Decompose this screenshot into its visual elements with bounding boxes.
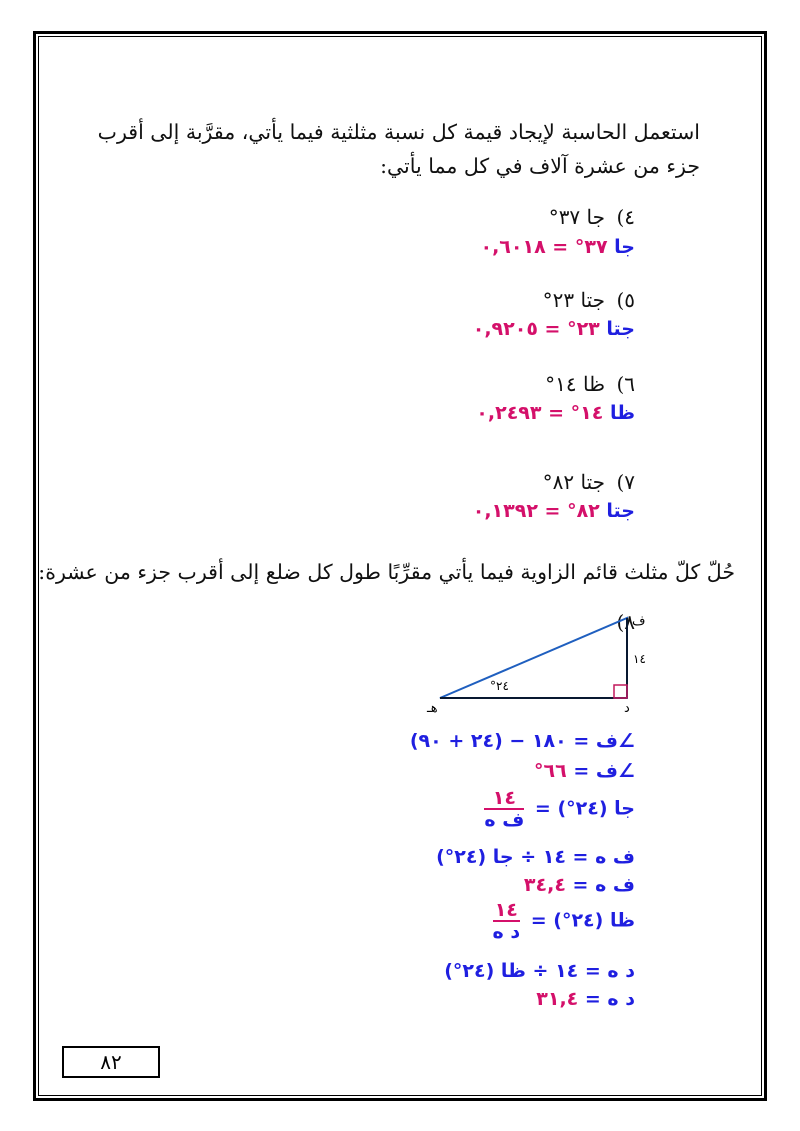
answer-value: ٠,٩٢٠٥ xyxy=(472,318,538,340)
answer-function: جتا xyxy=(606,500,635,522)
answer-angle: ٨٢° = xyxy=(537,500,607,522)
question-number: ٦) xyxy=(616,372,635,396)
step-value: ٣١,٤ xyxy=(536,988,579,1010)
triangle-instruction: حُلّ كلّ مثلث قائم الزاوية فيما يأتي مقرِّبًا طول كل ضلع إلى أقرب جزء من عشرة: xyxy=(38,560,735,584)
question-8-number: ٨) xyxy=(616,610,635,634)
answer-function: جتا xyxy=(606,318,635,340)
vertex-d-label: د xyxy=(624,701,630,716)
page-number: ٨٢ xyxy=(100,1050,122,1074)
step-value: ٦٦° xyxy=(534,760,567,782)
question-expression: ظا ١٤° xyxy=(545,372,605,396)
fraction-denominator: د ه xyxy=(492,921,521,943)
step-fh-result xyxy=(524,874,635,896)
step-value: ٣٤,٤ xyxy=(523,874,566,896)
step-label: ف ه = xyxy=(565,874,635,896)
vertex-h-label: هـ xyxy=(427,701,438,716)
answer-function: ظا xyxy=(609,402,635,424)
fraction xyxy=(493,900,521,942)
answer-value: ٠,٦٠١٨ xyxy=(480,236,546,258)
answer-function: جا xyxy=(614,236,635,258)
answer-angle: ٢٣° = xyxy=(537,318,607,340)
step-label: ∠ف = xyxy=(566,760,635,782)
answer-angle: ١٤° = xyxy=(541,402,610,424)
fraction xyxy=(484,788,524,830)
question-expression: جتا ٢٣° xyxy=(542,288,605,312)
triangle-shape xyxy=(440,618,627,698)
fraction-numerator: ١٤ xyxy=(493,900,521,922)
answer-value: ٠,١٣٩٢ xyxy=(472,500,538,522)
step-label: د ه = xyxy=(578,988,635,1010)
angle-label: °٢٤ xyxy=(490,679,509,693)
question-number: ٥) xyxy=(616,288,635,312)
step-tangent-equation xyxy=(489,900,635,942)
step-dh-formula: د ه = ١٤ ÷ ظا (٢٤°) xyxy=(444,960,635,982)
vertex-f-label: ف xyxy=(632,614,646,629)
question-number: ٤) xyxy=(616,205,635,229)
question-expression: جا ٣٧° xyxy=(548,205,605,229)
instruction-line-2: جزء من عشرة آلاف في كل مما يأتي: xyxy=(380,154,700,178)
question-expression: جتا ٨٢° xyxy=(542,470,605,494)
answer-value: ٠,٢٤٩٣ xyxy=(476,402,542,424)
fraction-numerator: ١٤ xyxy=(484,788,524,810)
step-label: جا (٢٤°) = xyxy=(528,797,635,820)
fraction-denominator: ف ه xyxy=(484,809,525,831)
instruction-line-1: استعمل الحاسبة لإيجاد قيمة كل نسبة مثلثية فيما يأتي، مقرَّبة إلى أقرب xyxy=(97,120,700,144)
side-length-label: ١٤ xyxy=(633,652,646,666)
step-dh-result xyxy=(536,988,635,1010)
step-sine-equation xyxy=(480,788,635,830)
step-fh-formula: ف ه = ١٤ ÷ جا (٢٤°) xyxy=(436,846,635,868)
page-number-box xyxy=(62,1046,160,1078)
step-angle-f: ∠ف = ١٨٠ − (٢٤ + ٩٠) xyxy=(409,730,635,752)
right-angle-marker xyxy=(614,685,627,698)
question-number: ٧) xyxy=(616,470,635,494)
step-label: ظا (٢٤°) = xyxy=(524,909,635,932)
step-angle-f-result xyxy=(534,760,635,782)
answer-angle: ٣٧° = xyxy=(545,236,615,258)
